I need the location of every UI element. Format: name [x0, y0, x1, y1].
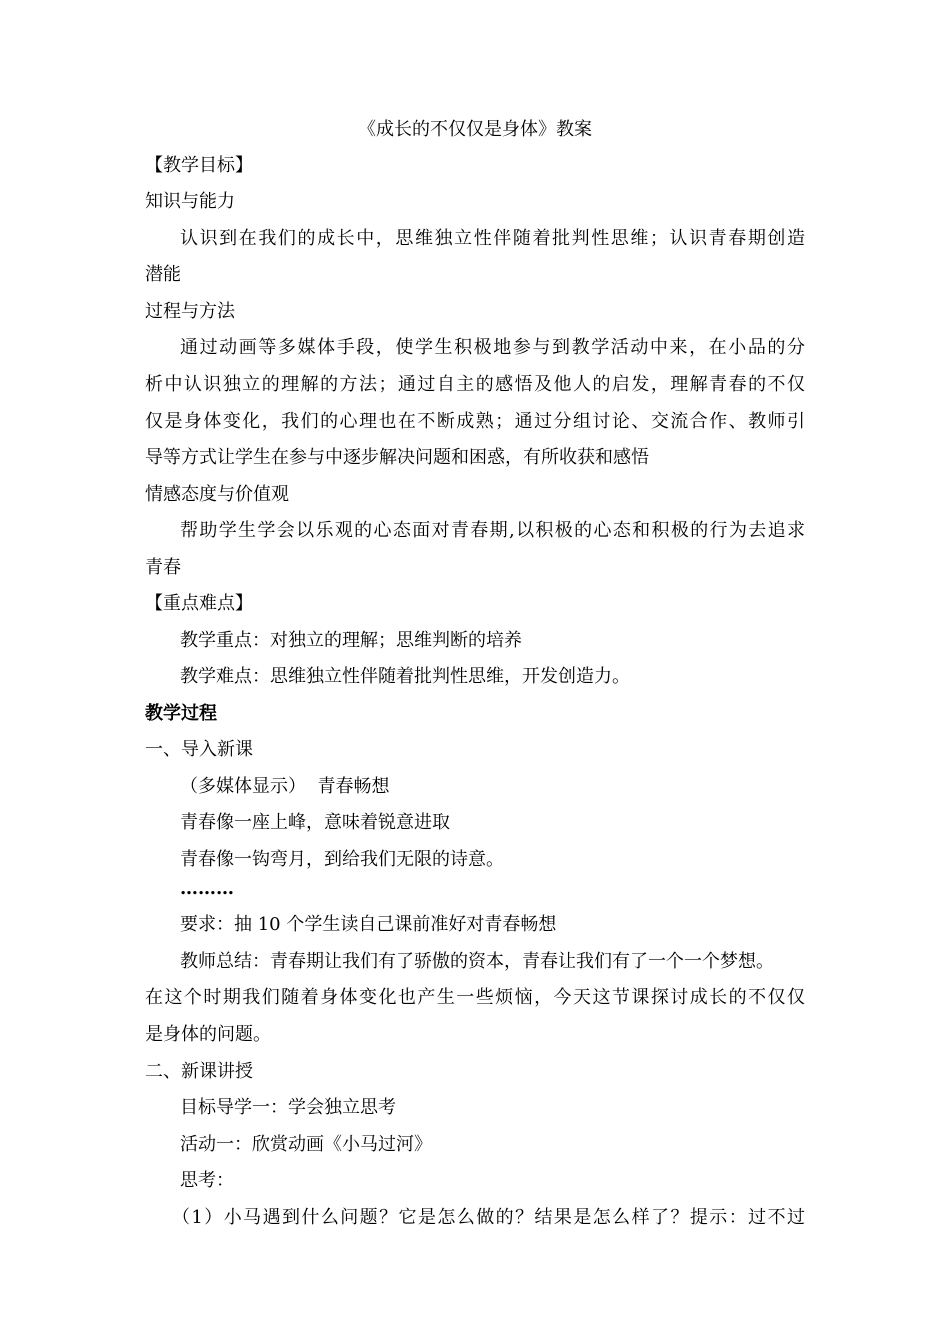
process-paragraph-line-4: 导等方式让学生在参与中逐步解决问题和困惑，有所收获和感悟	[145, 447, 649, 468]
summary-line-2: 在这个时期我们随着身体变化也产生一些烦恼，今天这节课探讨成长的不仅仅	[145, 987, 805, 1008]
knowledge-paragraph-line-1: 认识到在我们的成长中，思维独立性伴随着批判性思维；认识青春期创造	[180, 228, 805, 249]
process-heading: 过程与方法	[145, 301, 235, 322]
poem-line-1: 青春像一座上峰，意味着锐意进取	[180, 812, 450, 833]
activity-1-line: 活动一：欣赏动画《小马过河》	[180, 1134, 432, 1155]
knowledge-heading: 知识与能力	[145, 191, 235, 212]
section-2-heading: 二、新课讲授	[145, 1061, 253, 1082]
section-1-heading: 一、导入新课	[145, 739, 253, 760]
emotion-paragraph-line-1: 帮助学生学会以乐观的心态面对青春期,以积极的心态和积极的行为去追求	[180, 520, 805, 541]
requirement-line: 要求：抽 10 个学生读自己课前准好对青春畅想	[180, 914, 557, 935]
summary-line-1: 教师总结：青春期让我们有了骄傲的资本，青春让我们有了一个一个梦想。	[180, 951, 774, 972]
key-heading: 【重点难点】	[145, 593, 253, 614]
summary-line-3: 是身体的问题。	[145, 1024, 271, 1045]
process-paragraph-line-3: 仅是身体变化，我们的心理也在不断成熟；通过分组讨论、交流合作、教师引	[145, 411, 805, 432]
emotion-paragraph-line-2: 青春	[145, 557, 181, 578]
poem-line-2: 青春像一钩弯月，到给我们无限的诗意。	[180, 849, 504, 870]
document-title: 《成长的不仅仅是身体》教案	[358, 119, 592, 140]
think-line: 思考：	[180, 1170, 234, 1191]
media-show-line: （多媒体显示） 青春畅想	[180, 776, 390, 797]
ellipsis-line: ………	[180, 878, 234, 899]
process-paragraph-line-1: 通过动画等多媒体手段，使学生积极地参与到教学活动中来，在小品的分	[180, 337, 805, 358]
question-1-line: （1）小马遇到什么问题？它是怎么做的？结果是怎么样了？提示：过不过	[172, 1207, 805, 1228]
target-1-line: 目标导学一：学会独立思考	[180, 1097, 396, 1118]
teaching-process-title: 教学过程	[145, 703, 217, 724]
goals-heading: 【教学目标】	[145, 155, 253, 176]
key-point: 教学重点：对独立的理解；思维判断的培养	[180, 630, 522, 651]
knowledge-paragraph-line-2: 潜能	[145, 264, 181, 285]
emotion-heading: 情感态度与价值观	[145, 484, 289, 505]
process-paragraph-line-2: 析中认识独立的理解的方法；通过自主的感悟及他人的启发，理解青春的不仅	[145, 374, 805, 395]
difficult-point: 教学难点：思维独立性伴随着批判性思维，开发创造力。	[180, 666, 630, 687]
